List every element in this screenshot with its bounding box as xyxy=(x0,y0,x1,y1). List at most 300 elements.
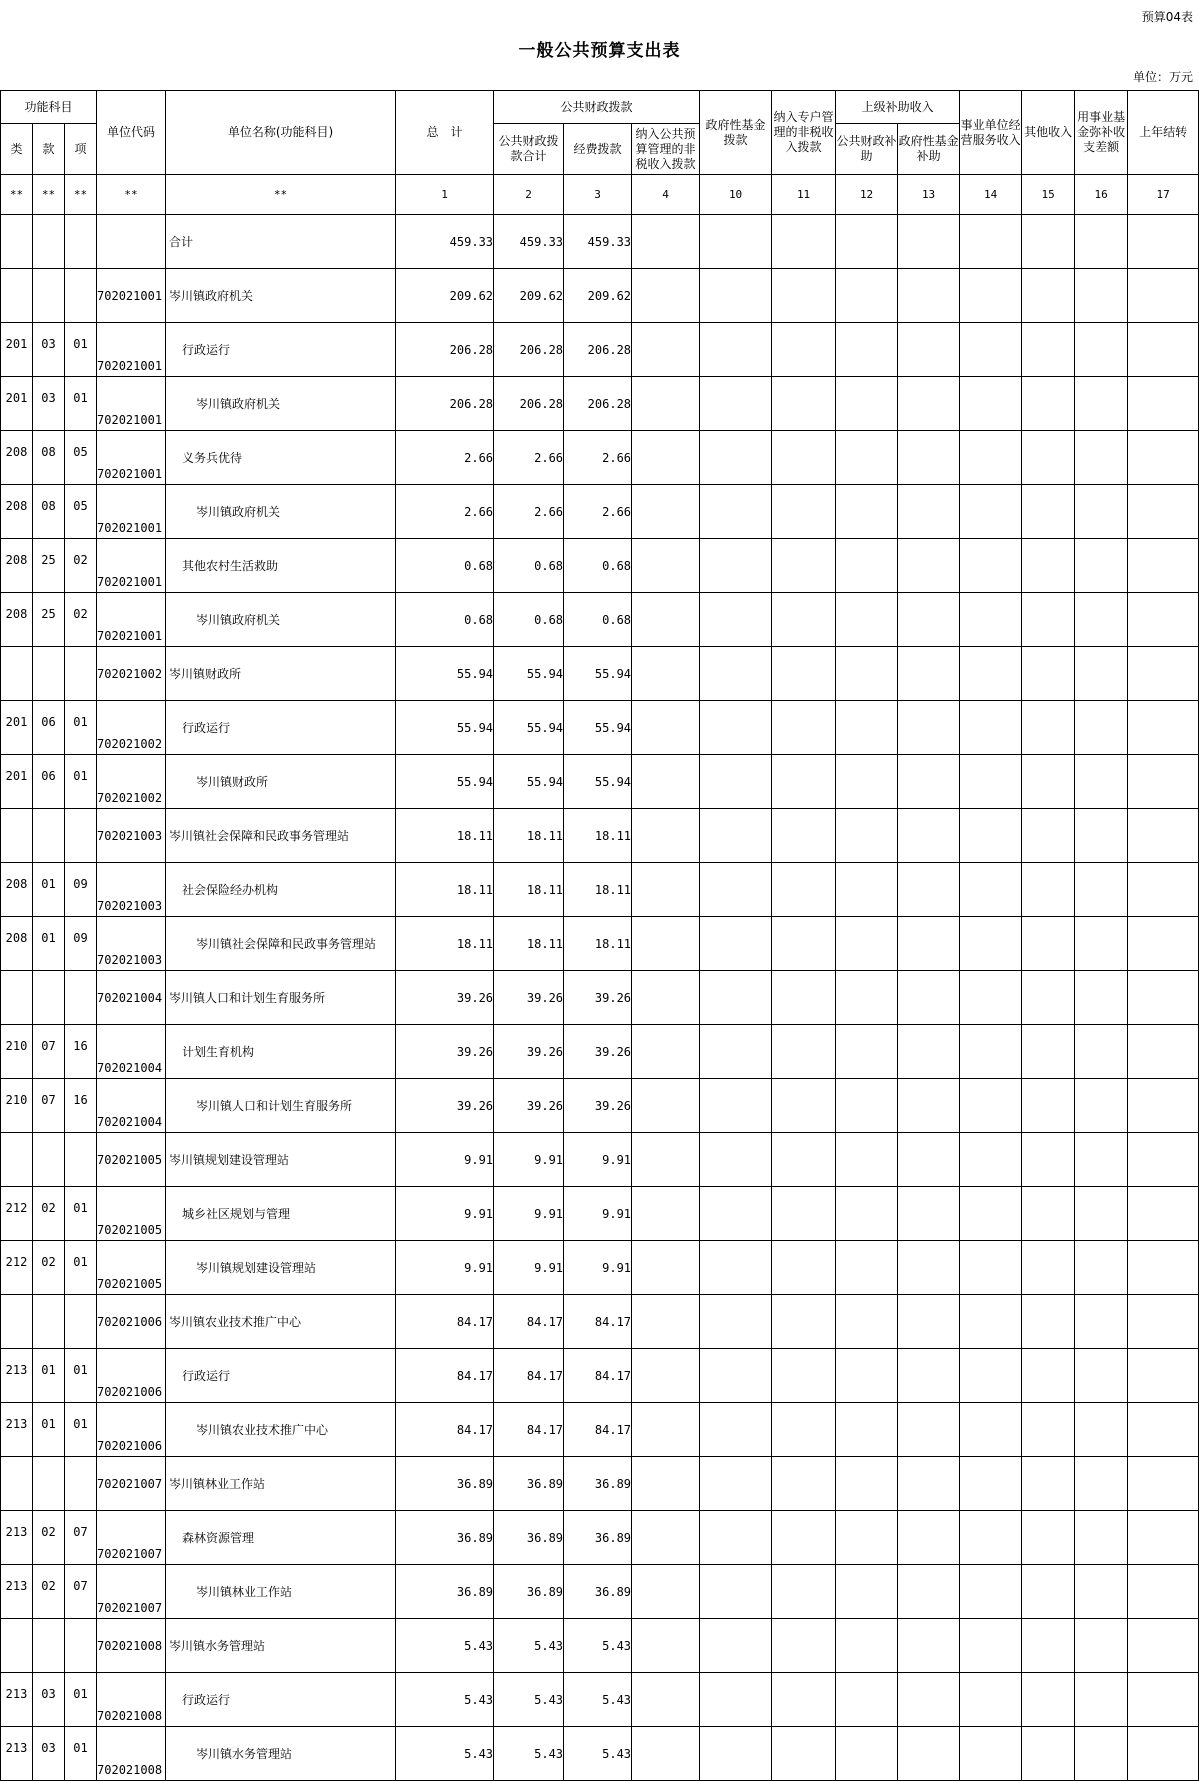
cell-fund-balance xyxy=(1075,647,1128,701)
cell-business-income xyxy=(960,1241,1022,1295)
cell-public-fiscal-total: 84.17 xyxy=(494,1295,564,1349)
cell-lei xyxy=(1,1295,33,1349)
table-row xyxy=(1,1619,1199,1673)
cell-carryover xyxy=(1128,1619,1199,1673)
cell-other-income xyxy=(1022,1295,1075,1349)
cell-gov-fund xyxy=(700,1349,772,1403)
table-row xyxy=(1,1565,1199,1619)
cell-nontax-in-budget xyxy=(632,1241,700,1295)
cell-nontax-in-budget xyxy=(632,1295,700,1349)
cell-business-income xyxy=(960,1079,1022,1133)
cell-kuan: 08 xyxy=(33,431,65,485)
cell-gov-fund-subsidy xyxy=(898,1511,960,1565)
cell-unit-code: 702021002 xyxy=(97,647,166,701)
cell-kuan: 01 xyxy=(33,863,65,917)
cell-gov-fund xyxy=(700,647,772,701)
cell-nontax-in-budget xyxy=(632,1403,700,1457)
cell-gov-fund-subsidy xyxy=(898,539,960,593)
header-fund-balance: 用事业基金弥补收支差额 xyxy=(1075,91,1128,175)
table-row xyxy=(1,1187,1199,1241)
table-row xyxy=(1,377,1199,431)
cell-nontax-in-budget xyxy=(632,1079,700,1133)
cell-unit-name: 行政运行 xyxy=(166,1349,396,1403)
cell-other-income xyxy=(1022,1619,1075,1673)
cell-gov-fund xyxy=(700,1187,772,1241)
cell-nontax-special xyxy=(772,917,836,971)
header-public-fiscal-total: 公共财政拨款合计 xyxy=(494,124,564,175)
cell-carryover xyxy=(1128,431,1199,485)
cell-expense-alloc: 9.91 xyxy=(564,1187,632,1241)
cell-fund-balance xyxy=(1075,917,1128,971)
cell-gov-fund-subsidy xyxy=(898,1241,960,1295)
cell-fund-balance xyxy=(1075,539,1128,593)
header-public-subsidy: 公共财政补助 xyxy=(836,124,898,175)
cell-xiang: 01 xyxy=(65,323,97,377)
cell-fund-balance xyxy=(1075,1457,1128,1511)
cell-gov-fund xyxy=(700,1079,772,1133)
cell-other-income xyxy=(1022,1511,1075,1565)
cell-public-subsidy xyxy=(836,1079,898,1133)
cell-unit-name: 义务兵优待 xyxy=(166,431,396,485)
table-row xyxy=(1,1511,1199,1565)
cell-unit-code: 702021001 xyxy=(97,485,166,539)
cell-expense-alloc: 5.43 xyxy=(564,1619,632,1673)
cell-public-subsidy xyxy=(836,1349,898,1403)
cell-nontax-in-budget xyxy=(632,1133,700,1187)
budget-table xyxy=(0,90,1199,1781)
cell-business-income xyxy=(960,539,1022,593)
cell-xiang: 09 xyxy=(65,917,97,971)
table-row xyxy=(1,431,1199,485)
cell-fund-balance xyxy=(1075,1619,1128,1673)
cell-lei xyxy=(1,215,33,269)
table-row xyxy=(1,971,1199,1025)
cell-total: 5.43 xyxy=(396,1619,494,1673)
header-superior-subsidy: 上级补助收入 xyxy=(836,91,960,124)
cell-kuan xyxy=(33,1619,65,1673)
cell-public-subsidy xyxy=(836,539,898,593)
cell-expense-alloc: 18.11 xyxy=(564,863,632,917)
table-row xyxy=(1,1727,1199,1781)
cell-gov-fund-subsidy xyxy=(898,1133,960,1187)
cell-fund-balance xyxy=(1075,377,1128,431)
cell-other-income xyxy=(1022,1673,1075,1727)
cell-carryover xyxy=(1128,1403,1199,1457)
cell-other-income xyxy=(1022,1025,1075,1079)
cell-total: 9.91 xyxy=(396,1187,494,1241)
cell-kuan xyxy=(33,269,65,323)
cell-total: 18.11 xyxy=(396,809,494,863)
cell-expense-alloc: 459.33 xyxy=(564,215,632,269)
cell-nontax-in-budget xyxy=(632,647,700,701)
index-cell: 11 xyxy=(772,175,836,215)
cell-expense-alloc: 55.94 xyxy=(564,701,632,755)
cell-lei: 210 xyxy=(1,1079,33,1133)
cell-public-subsidy xyxy=(836,215,898,269)
cell-public-subsidy xyxy=(836,1133,898,1187)
cell-expense-alloc: 36.89 xyxy=(564,1511,632,1565)
cell-unit-code: 702021001 xyxy=(97,269,166,323)
cell-fund-balance xyxy=(1075,1349,1128,1403)
cell-other-income xyxy=(1022,323,1075,377)
cell-other-income xyxy=(1022,971,1075,1025)
cell-other-income xyxy=(1022,593,1075,647)
cell-carryover xyxy=(1128,215,1199,269)
table-row xyxy=(1,269,1199,323)
cell-total: 55.94 xyxy=(396,647,494,701)
cell-fund-balance xyxy=(1075,809,1128,863)
cell-xiang xyxy=(65,647,97,701)
cell-other-income xyxy=(1022,377,1075,431)
cell-business-income xyxy=(960,1187,1022,1241)
cell-unit-code: 702021008 xyxy=(97,1727,166,1781)
cell-nontax-in-budget xyxy=(632,1349,700,1403)
cell-business-income xyxy=(960,809,1022,863)
cell-unit-code: 702021001 xyxy=(97,431,166,485)
cell-nontax-special xyxy=(772,1349,836,1403)
cell-lei: 213 xyxy=(1,1673,33,1727)
cell-public-fiscal-total: 36.89 xyxy=(494,1457,564,1511)
cell-business-income xyxy=(960,323,1022,377)
cell-public-subsidy xyxy=(836,431,898,485)
table-row xyxy=(1,323,1199,377)
cell-expense-alloc: 9.91 xyxy=(564,1133,632,1187)
cell-business-income xyxy=(960,1025,1022,1079)
cell-lei xyxy=(1,1457,33,1511)
cell-gov-fund xyxy=(700,755,772,809)
index-cell: 16 xyxy=(1075,175,1128,215)
cell-nontax-in-budget xyxy=(632,539,700,593)
cell-expense-alloc: 2.66 xyxy=(564,431,632,485)
cell-nontax-in-budget xyxy=(632,431,700,485)
cell-unit-name: 岑川镇社会保障和民政事务管理站 xyxy=(166,809,396,863)
cell-lei xyxy=(1,269,33,323)
cell-total: 55.94 xyxy=(396,701,494,755)
cell-gov-fund xyxy=(700,215,772,269)
table-row xyxy=(1,863,1199,917)
cell-gov-fund xyxy=(700,701,772,755)
cell-expense-alloc: 18.11 xyxy=(564,917,632,971)
table-row xyxy=(1,917,1199,971)
cell-business-income xyxy=(960,1727,1022,1781)
cell-gov-fund xyxy=(700,863,772,917)
index-cell: 2 xyxy=(494,175,564,215)
cell-fund-balance xyxy=(1075,1511,1128,1565)
cell-kuan: 02 xyxy=(33,1565,65,1619)
cell-nontax-in-budget xyxy=(632,377,700,431)
cell-xiang: 02 xyxy=(65,593,97,647)
cell-lei: 208 xyxy=(1,863,33,917)
cell-lei xyxy=(1,647,33,701)
cell-carryover xyxy=(1128,1511,1199,1565)
cell-gov-fund xyxy=(700,971,772,1025)
table-row xyxy=(1,539,1199,593)
cell-carryover xyxy=(1128,1457,1199,1511)
cell-public-fiscal-total: 206.28 xyxy=(494,323,564,377)
cell-expense-alloc: 55.94 xyxy=(564,755,632,809)
cell-nontax-in-budget xyxy=(632,269,700,323)
cell-unit-name: 岑川镇农业技术推广中心 xyxy=(166,1295,396,1349)
cell-public-subsidy xyxy=(836,1511,898,1565)
cell-business-income xyxy=(960,269,1022,323)
cell-unit-name: 岑川镇水务管理站 xyxy=(166,1727,396,1781)
table-row xyxy=(1,755,1199,809)
cell-unit-code: 702021007 xyxy=(97,1457,166,1511)
cell-public-fiscal-total: 39.26 xyxy=(494,971,564,1025)
cell-business-income xyxy=(960,1295,1022,1349)
cell-public-subsidy xyxy=(836,1295,898,1349)
cell-total: 206.28 xyxy=(396,377,494,431)
cell-unit-code: 702021004 xyxy=(97,1025,166,1079)
cell-lei: 213 xyxy=(1,1565,33,1619)
cell-nontax-in-budget xyxy=(632,593,700,647)
cell-fund-balance xyxy=(1075,1403,1128,1457)
cell-other-income xyxy=(1022,1241,1075,1295)
cell-lei: 212 xyxy=(1,1241,33,1295)
cell-gov-fund-subsidy xyxy=(898,269,960,323)
cell-public-fiscal-total: 18.11 xyxy=(494,809,564,863)
cell-public-fiscal-total: 0.68 xyxy=(494,539,564,593)
cell-public-fiscal-total: 5.43 xyxy=(494,1727,564,1781)
unit-label: 单位：万元 xyxy=(1132,70,1193,84)
cell-unit-name: 计划生育机构 xyxy=(166,1025,396,1079)
table-row xyxy=(1,215,1199,269)
cell-lei: 208 xyxy=(1,539,33,593)
cell-unit-name: 森林资源管理 xyxy=(166,1511,396,1565)
header-business-income: 事业单位经营服务收入 xyxy=(960,91,1022,175)
cell-business-income xyxy=(960,917,1022,971)
cell-unit-code: 702021005 xyxy=(97,1133,166,1187)
cell-total: 206.28 xyxy=(396,323,494,377)
cell-xiang xyxy=(65,1619,97,1673)
cell-other-income xyxy=(1022,1457,1075,1511)
index-row xyxy=(1,175,1199,215)
cell-nontax-in-budget xyxy=(632,1187,700,1241)
header-nontax-special: 纳入专户管理的非税收入拨款 xyxy=(772,91,836,175)
cell-kuan xyxy=(33,1133,65,1187)
page-title: 一般公共预算支出表 xyxy=(518,41,681,61)
cell-nontax-in-budget xyxy=(632,755,700,809)
cell-public-fiscal-total: 55.94 xyxy=(494,755,564,809)
cell-fund-balance xyxy=(1075,1565,1128,1619)
cell-public-subsidy xyxy=(836,1727,898,1781)
cell-expense-alloc: 18.11 xyxy=(564,809,632,863)
cell-gov-fund xyxy=(700,539,772,593)
cell-unit-name: 岑川镇农业技术推广中心 xyxy=(166,1403,396,1457)
cell-public-fiscal-total: 459.33 xyxy=(494,215,564,269)
cell-nontax-special xyxy=(772,431,836,485)
cell-other-income xyxy=(1022,485,1075,539)
cell-public-subsidy xyxy=(836,863,898,917)
cell-public-fiscal-total: 9.91 xyxy=(494,1241,564,1295)
cell-other-income xyxy=(1022,269,1075,323)
cell-nontax-special xyxy=(772,215,836,269)
cell-public-subsidy xyxy=(836,377,898,431)
cell-nontax-in-budget xyxy=(632,323,700,377)
cell-business-income xyxy=(960,1403,1022,1457)
cell-other-income xyxy=(1022,755,1075,809)
cell-fund-balance xyxy=(1075,1079,1128,1133)
cell-unit-name: 行政运行 xyxy=(166,701,396,755)
cell-kuan xyxy=(33,809,65,863)
cell-unit-code: 702021001 xyxy=(97,539,166,593)
header-public-fiscal: 公共财政拨款 xyxy=(494,91,700,124)
cell-kuan: 02 xyxy=(33,1511,65,1565)
cell-total: 84.17 xyxy=(396,1349,494,1403)
header-gov-fund: 政府性基金拨款 xyxy=(700,91,772,175)
cell-gov-fund-subsidy xyxy=(898,1187,960,1241)
cell-public-subsidy xyxy=(836,323,898,377)
cell-public-subsidy xyxy=(836,755,898,809)
cell-carryover xyxy=(1128,971,1199,1025)
cell-lei: 208 xyxy=(1,593,33,647)
cell-public-subsidy xyxy=(836,1403,898,1457)
cell-unit-code: 702021006 xyxy=(97,1403,166,1457)
cell-lei: 201 xyxy=(1,323,33,377)
table-row xyxy=(1,1133,1199,1187)
cell-nontax-special xyxy=(772,971,836,1025)
cell-kuan xyxy=(33,215,65,269)
cell-expense-alloc: 36.89 xyxy=(564,1457,632,1511)
cell-gov-fund xyxy=(700,1511,772,1565)
cell-fund-balance xyxy=(1075,431,1128,485)
cell-nontax-in-budget xyxy=(632,809,700,863)
cell-xiang: 01 xyxy=(65,701,97,755)
cell-other-income xyxy=(1022,215,1075,269)
cell-nontax-special xyxy=(772,539,836,593)
cell-unit-name: 岑川镇政府机关 xyxy=(166,377,396,431)
cell-public-subsidy xyxy=(836,1025,898,1079)
cell-gov-fund-subsidy xyxy=(898,1457,960,1511)
cell-fund-balance xyxy=(1075,323,1128,377)
cell-lei: 212 xyxy=(1,1187,33,1241)
cell-gov-fund-subsidy xyxy=(898,755,960,809)
cell-gov-fund xyxy=(700,1403,772,1457)
cell-nontax-in-budget xyxy=(632,917,700,971)
cell-kuan: 03 xyxy=(33,377,65,431)
budget-table-body xyxy=(1,215,1199,1781)
index-cell: 14 xyxy=(960,175,1022,215)
cell-unit-code: 702021008 xyxy=(97,1619,166,1673)
table-row xyxy=(1,809,1199,863)
cell-nontax-special xyxy=(772,755,836,809)
cell-gov-fund-subsidy xyxy=(898,971,960,1025)
cell-xiang: 02 xyxy=(65,539,97,593)
cell-total: 39.26 xyxy=(396,1025,494,1079)
cell-gov-fund-subsidy xyxy=(898,1025,960,1079)
cell-public-subsidy xyxy=(836,1619,898,1673)
cell-unit-name: 其他农村生活救助 xyxy=(166,539,396,593)
cell-public-fiscal-total: 2.66 xyxy=(494,431,564,485)
cell-public-subsidy xyxy=(836,701,898,755)
cell-gov-fund xyxy=(700,1241,772,1295)
cell-carryover xyxy=(1128,917,1199,971)
cell-public-fiscal-total: 18.11 xyxy=(494,917,564,971)
cell-unit-name: 岑川镇人口和计划生育服务所 xyxy=(166,1079,396,1133)
cell-gov-fund xyxy=(700,1025,772,1079)
header-other-income: 其他收入 xyxy=(1022,91,1075,175)
cell-carryover xyxy=(1128,863,1199,917)
cell-xiang: 16 xyxy=(65,1079,97,1133)
cell-unit-code: 702021003 xyxy=(97,917,166,971)
cell-public-fiscal-total: 5.43 xyxy=(494,1673,564,1727)
cell-kuan xyxy=(33,971,65,1025)
cell-carryover xyxy=(1128,323,1199,377)
cell-nontax-in-budget xyxy=(632,863,700,917)
cell-total: 84.17 xyxy=(396,1295,494,1349)
cell-unit-name: 岑川镇人口和计划生育服务所 xyxy=(166,971,396,1025)
cell-gov-fund xyxy=(700,269,772,323)
cell-business-income xyxy=(960,701,1022,755)
cell-total: 84.17 xyxy=(396,1403,494,1457)
cell-kuan: 02 xyxy=(33,1187,65,1241)
cell-total: 459.33 xyxy=(396,215,494,269)
cell-total: 39.26 xyxy=(396,1079,494,1133)
cell-nontax-special xyxy=(772,1403,836,1457)
cell-carryover xyxy=(1128,269,1199,323)
cell-kuan: 06 xyxy=(33,755,65,809)
cell-public-fiscal-total: 9.91 xyxy=(494,1187,564,1241)
cell-business-income xyxy=(960,971,1022,1025)
cell-nontax-special xyxy=(772,1025,836,1079)
cell-xiang: 16 xyxy=(65,1025,97,1079)
cell-nontax-special xyxy=(772,1187,836,1241)
cell-total: 0.68 xyxy=(396,593,494,647)
index-cell: 1 xyxy=(396,175,494,215)
cell-gov-fund-subsidy xyxy=(898,1673,960,1727)
index-cell: ** xyxy=(166,175,396,215)
cell-xiang xyxy=(65,1295,97,1349)
cell-unit-name: 城乡社区规划与管理 xyxy=(166,1187,396,1241)
cell-carryover xyxy=(1128,593,1199,647)
cell-total: 5.43 xyxy=(396,1673,494,1727)
cell-public-fiscal-total: 0.68 xyxy=(494,593,564,647)
cell-unit-code: 702021006 xyxy=(97,1349,166,1403)
cell-unit-name: 合计 xyxy=(166,215,396,269)
cell-nontax-special xyxy=(772,377,836,431)
cell-unit-code: 702021003 xyxy=(97,863,166,917)
cell-total: 0.68 xyxy=(396,539,494,593)
cell-public-subsidy xyxy=(836,485,898,539)
cell-business-income xyxy=(960,377,1022,431)
table-row xyxy=(1,1457,1199,1511)
cell-public-subsidy xyxy=(836,269,898,323)
index-cell: 4 xyxy=(632,175,700,215)
cell-gov-fund-subsidy xyxy=(898,1619,960,1673)
cell-public-fiscal-total: 84.17 xyxy=(494,1349,564,1403)
header-carryover: 上年结转 xyxy=(1128,91,1199,175)
cell-gov-fund-subsidy xyxy=(898,431,960,485)
cell-gov-fund-subsidy xyxy=(898,593,960,647)
cell-xiang xyxy=(65,269,97,323)
cell-nontax-special xyxy=(772,323,836,377)
cell-kuan: 06 xyxy=(33,701,65,755)
cell-kuan xyxy=(33,1295,65,1349)
cell-total: 18.11 xyxy=(396,863,494,917)
cell-lei: 213 xyxy=(1,1403,33,1457)
cell-carryover xyxy=(1128,377,1199,431)
table-row xyxy=(1,1673,1199,1727)
cell-lei: 208 xyxy=(1,431,33,485)
cell-expense-alloc: 9.91 xyxy=(564,1241,632,1295)
cell-fund-balance xyxy=(1075,215,1128,269)
header-kuan: 款 xyxy=(33,124,65,175)
cell-lei xyxy=(1,971,33,1025)
cell-gov-fund-subsidy xyxy=(898,485,960,539)
index-cell: 10 xyxy=(700,175,772,215)
table-row xyxy=(1,647,1199,701)
table-row xyxy=(1,1403,1199,1457)
